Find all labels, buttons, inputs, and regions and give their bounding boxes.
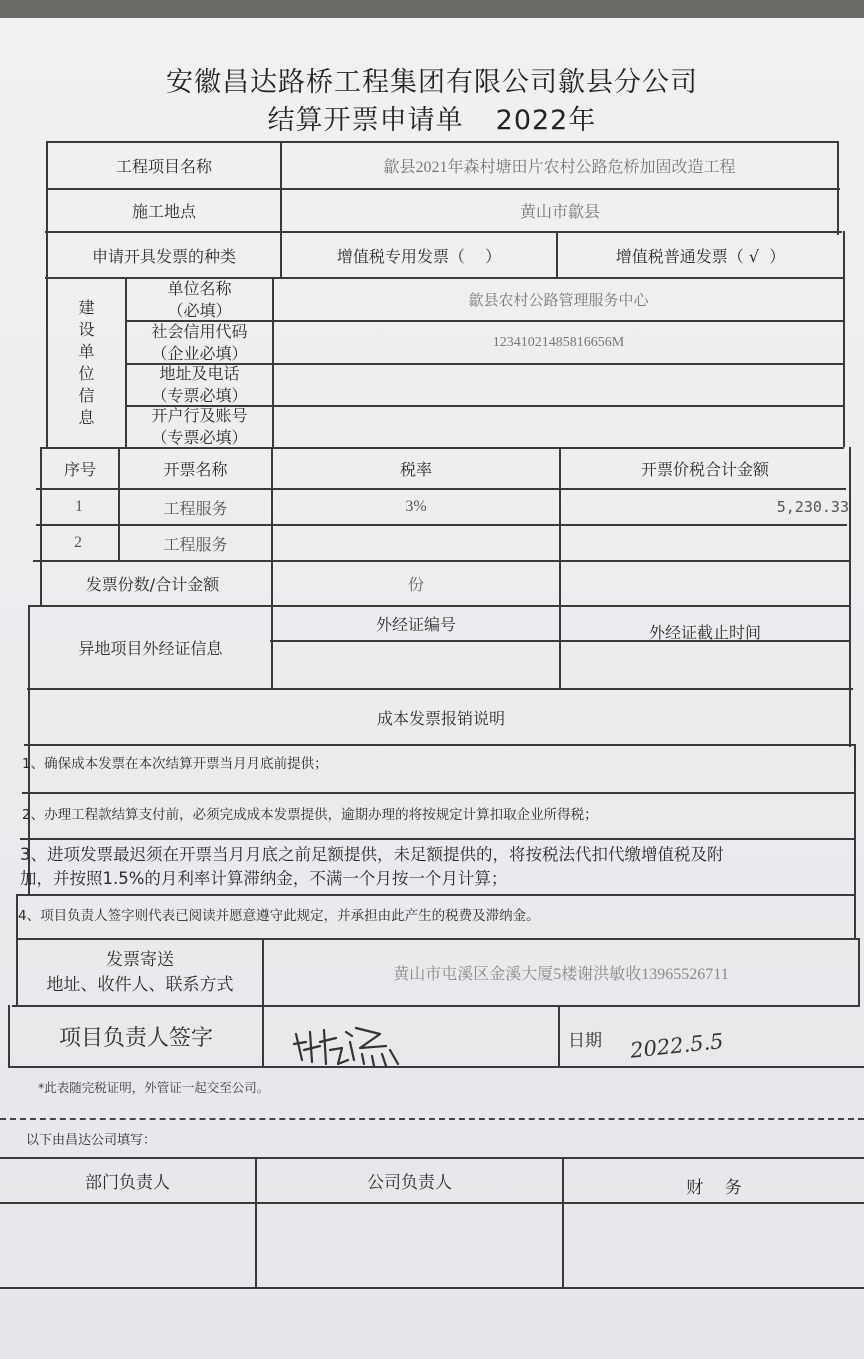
builder-group-char: 位	[78, 364, 95, 383]
cert-no-label: 外经证编号	[375, 615, 456, 634]
col-header-no: 序号	[63, 460, 96, 479]
row1-name: 工程服务	[163, 498, 228, 518]
form-year: 2022年	[495, 105, 597, 136]
builder-group-label	[48, 279, 125, 447]
row1-no: 1	[75, 498, 83, 515]
form-title-text: 结算开票申请单	[267, 105, 464, 136]
col-header-amount: 开票价税合计金额	[640, 460, 769, 479]
footnote: *此表随完税证明，外管证一起交至公司。	[38, 1080, 270, 1095]
mailing-label-line2: 地址、收件人、联系方式	[46, 974, 234, 995]
row2-name: 工程服务	[163, 534, 228, 554]
signer-label: 项目负责人签字	[58, 1026, 213, 1051]
site-label: 施工地点	[131, 202, 196, 221]
mailing-value: 黄山市屯溪区金溪大厦5楼谢洪敏收13965526711	[393, 966, 729, 983]
address-phone-value	[274, 365, 843, 405]
col-header-name: 开票名称	[163, 460, 228, 479]
builder-group-char: 设	[78, 320, 95, 339]
cost-note-3b: 加，并按照1.5%的月利率计算滞纳金，不满一个月按一个月计算；	[20, 869, 508, 888]
address-phone-label-line2: （专票必填）	[151, 386, 248, 405]
credit-code-label-line2: （企业必填）	[151, 343, 248, 363]
cost-note-3a: 3、进项发票最迟须在开票当月月底之前足额提供，未足额提供的，将按税法代扣代缴增值税及附	[20, 845, 724, 864]
row1-rate: 3%	[405, 498, 427, 515]
builder-group-char: 单	[78, 342, 95, 361]
bank-account-label	[127, 407, 272, 447]
company-section-caption: 以下由昌达公司填写：	[26, 1133, 157, 1148]
cost-notes-title: 成本发票报销说明	[376, 708, 505, 728]
bank-account-label-line2: （专票必填）	[151, 428, 248, 447]
total-label: 发票份数/合计金额	[85, 575, 220, 594]
handwritten-signature	[290, 1020, 410, 1072]
total-unit: 份	[407, 575, 424, 594]
col-header-rate: 税率	[399, 460, 432, 479]
project-name-value: 歙县2021年森村塘田片农村公路危桥加固改造工程	[383, 159, 736, 176]
row1-amount: 5,230.33	[776, 498, 849, 516]
form-title	[0, 98, 864, 137]
address-phone-label-line1: 地址及电话	[159, 364, 240, 383]
row2-rate	[273, 526, 559, 560]
cert-expiry-label: 外经证截止时间	[648, 623, 761, 642]
cost-note-4: 4、项目负责人签字则代表已阅读并愿意遵守此规定，并承担由此产生的税费及滞纳金。	[18, 908, 540, 924]
date-handwritten: 2022.5.5	[629, 1029, 725, 1063]
builder-group-char: 建	[78, 298, 95, 317]
credit-code-value: 12341021485816656M	[492, 334, 625, 350]
unit-value: 歙县农村公路管理服务中心	[468, 293, 649, 309]
unit-label-line2: （必填）	[167, 300, 232, 320]
bank-account-label-line1: 开户行及账号	[151, 406, 248, 425]
cost-note-2: 2、办理工程款结算支付前，必须完成成本发票提供，逾期办理的将按规定计算扣取企业所得税；	[22, 807, 598, 823]
credit-code-label-line1: 社会信用代码	[151, 321, 248, 341]
mailing-label	[18, 940, 262, 1005]
finance-header: 财 务	[686, 1178, 742, 1198]
company-title: 安徽昌达路桥工程集团有限公司歙县分公司	[166, 67, 698, 98]
unit-label	[127, 279, 272, 320]
builder-group-char: 信	[78, 386, 95, 405]
row2-no: 2	[74, 534, 82, 551]
dept-head-header: 部门负责人	[85, 1173, 170, 1193]
address-phone-label	[127, 365, 272, 405]
unit-label-line1: 单位名称	[167, 278, 232, 298]
credit-code-label	[127, 322, 272, 363]
invoice-type-label: 申请开具发票的种类	[91, 246, 236, 266]
invoice-special-option: 增值税专用发票（ ）	[336, 246, 502, 266]
company-head-header: 公司负责人	[367, 1173, 452, 1193]
site-value: 黄山市歙县	[519, 204, 600, 221]
project-name-label: 工程项目名称	[115, 157, 212, 176]
cut-line	[0, 1118, 864, 1120]
mailing-label-line1: 发票寄送	[106, 949, 174, 970]
invoice-normal-option: 增值税普通发票（ √ ）	[615, 246, 786, 266]
builder-group-text	[78, 297, 94, 429]
date-label: 日期	[568, 1030, 602, 1051]
remote-cert-label: 异地项目外经证信息	[78, 639, 223, 658]
bank-account-value	[274, 407, 843, 447]
cost-note-1: 1、确保成本发票在本次结算开票当月月底前提供；	[22, 756, 328, 772]
row2-amount	[561, 526, 849, 560]
builder-group-char: 息	[78, 408, 95, 427]
